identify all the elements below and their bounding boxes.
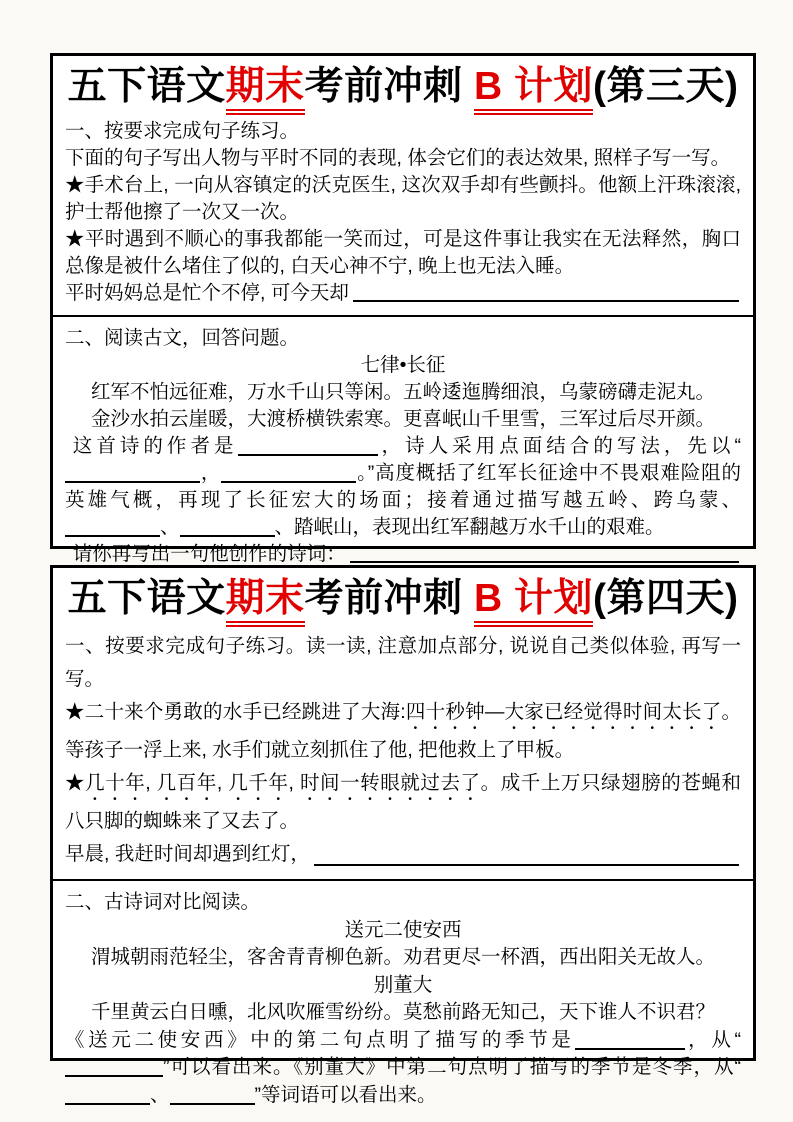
question-text: ，从“ (684, 1028, 741, 1051)
fill-in-line (65, 280, 741, 307)
section-divider (53, 315, 753, 317)
section-2-heading: 二、古诗词对比阅读。 (65, 891, 261, 913)
title-highlight-qimo: 期末 (226, 577, 305, 627)
answer-blank (170, 1083, 255, 1105)
question-text: 、 (160, 516, 180, 538)
poem-title: 七律•长征 (360, 354, 446, 376)
question-text: 、 (150, 1083, 170, 1106)
answer-blank (65, 461, 200, 483)
answer-blank (314, 863, 739, 866)
worksheet-card-day3 (50, 53, 756, 565)
section-2-heading: 二、阅读古文，回答问题。 (65, 327, 300, 349)
answer-blank (221, 461, 356, 483)
title-text: (第三天) (592, 65, 739, 108)
example-sentence-1: ★手术台上, 一向从容镇定的沃克医生, 这次双手却有些颤抖。他额上汗珠滚滚, 护士帮他擦了一次又一次。 (65, 174, 741, 223)
title-text: 考前冲刺 (304, 65, 474, 108)
fill-in-prompt: 请你再写出一句他创作的诗词： (72, 543, 346, 565)
title-text: 考前冲刺 (304, 577, 474, 620)
question-paragraph (65, 433, 741, 541)
question-text: 、踏岷山，表现出红军翻越万水千山的艰难。 (274, 516, 665, 538)
star-marker: ★ (65, 772, 86, 794)
section-2-day4 (65, 889, 741, 1109)
question-text: ， (200, 462, 222, 484)
emphasized-text: 几十年, 几百年, 几千年, 时间一转眼就过去了。 (85, 772, 501, 794)
answer-blank (238, 434, 378, 456)
example-text: 等孩子一浮上来, 水手们就立刻抓住了他, 把他救上了甲板。 (65, 739, 575, 761)
emphasized-text: 四十秒钟—大家已经觉得时间太长了。 (405, 701, 741, 723)
example-sentence-2: ★平时遇到不顺心的事我都能一笑而过，可是这件事让我实在无法释然，胸口总像是被什么堵住了似的, 白天心神不宁, 晚上也无法入睡。 (65, 228, 741, 277)
question-paragraph (65, 1027, 741, 1110)
question-text: 《送元二使安西》中的第二句点明了描写的季节是 (65, 1028, 575, 1051)
question-text: ”可以看出来。《别董大》中第二句点明了描写的季节是冬季，从“ (163, 1056, 741, 1078)
section-1-day4 (65, 630, 741, 871)
answer-blank (350, 560, 739, 563)
poem-line: 千里黄云白日曛，北风吹雁雪纷纷。莫愁前路无知己，天下谁人不识君？ (90, 1001, 715, 1023)
title-highlight-plan-b: B 计划 (474, 577, 593, 627)
title-highlight-plan-b: B 计划 (474, 65, 593, 115)
question-text: 这首诗的作者是 (72, 435, 238, 457)
answer-blank (575, 1028, 685, 1050)
poem-line: 渭城朝雨范轻尘，客舍青青柳色新。劝君更尽一杯酒，西出阳关无故人。 (90, 946, 715, 968)
example-sentence-2 (65, 767, 741, 838)
section-1-heading: 一、按要求完成句子练习。读一读, 注意加点部分, 说说自己类似体验, 再写一写。 (65, 635, 741, 690)
section-divider (53, 879, 753, 881)
title-text: (第四天) (592, 577, 739, 620)
section-1-day3 (65, 118, 741, 307)
title-highlight-qimo: 期末 (226, 65, 305, 115)
title-text: 五下语文 (67, 65, 226, 108)
fill-in-prompt: 平时妈妈总是忙个不停, 可今天却 (65, 282, 349, 304)
question-text: ，诗人采用点面结合的写法，先以“ (377, 435, 741, 457)
poem-line: 金沙水拍云崖暖，大渡桥横铁索寒。更喜岷山千里雪，三军过后尽开颜。 (90, 408, 715, 430)
section-2-day3 (65, 325, 741, 568)
poem-title: 别董大 (373, 973, 433, 996)
card-title-day4 (65, 574, 741, 624)
answer-blank (65, 1055, 163, 1077)
fill-in-prompt: 早晨, 我赶时间却遇到红灯， (65, 843, 310, 865)
card-title-day3 (65, 62, 741, 112)
fill-in-line (65, 541, 741, 568)
fill-in-line (65, 838, 741, 871)
worksheet-card-day4 (50, 565, 756, 1106)
poem-line: 红军不怕远征难，万水千山只等闲。五岭逶迤腾细浪，乌蒙磅礴走泥丸。 (90, 381, 715, 403)
poem-title: 送元二使安西 (344, 918, 462, 941)
section-1-heading: 一、按要求完成句子练习。 (65, 120, 300, 142)
answer-blank (65, 515, 160, 537)
section-1-intro: 下面的句子写出人物与平时不同的表现, 体会它们的表达效果, 照样子写一写。 (65, 147, 731, 169)
answer-blank (353, 299, 739, 302)
example-text: 成千上万只绿翅膀的苍蝇和八只脚的蜘蛛来了又去了。 (65, 772, 741, 832)
example-sentence-1 (65, 696, 741, 767)
answer-blank (65, 1083, 150, 1105)
question-text: 。”高度概括了红军长征途中不畏艰难险阻的英雄气概，再现了长征宏大的场面；接着通过描写越五岭、跨乌蒙、 (65, 462, 741, 511)
example-text: ★二十来个勇敢的水手已经跳进了大海: (65, 701, 406, 723)
answer-blank (180, 515, 275, 537)
title-text: 五下语文 (67, 577, 226, 620)
question-text: ”等词语可以看出来。 (254, 1083, 437, 1106)
